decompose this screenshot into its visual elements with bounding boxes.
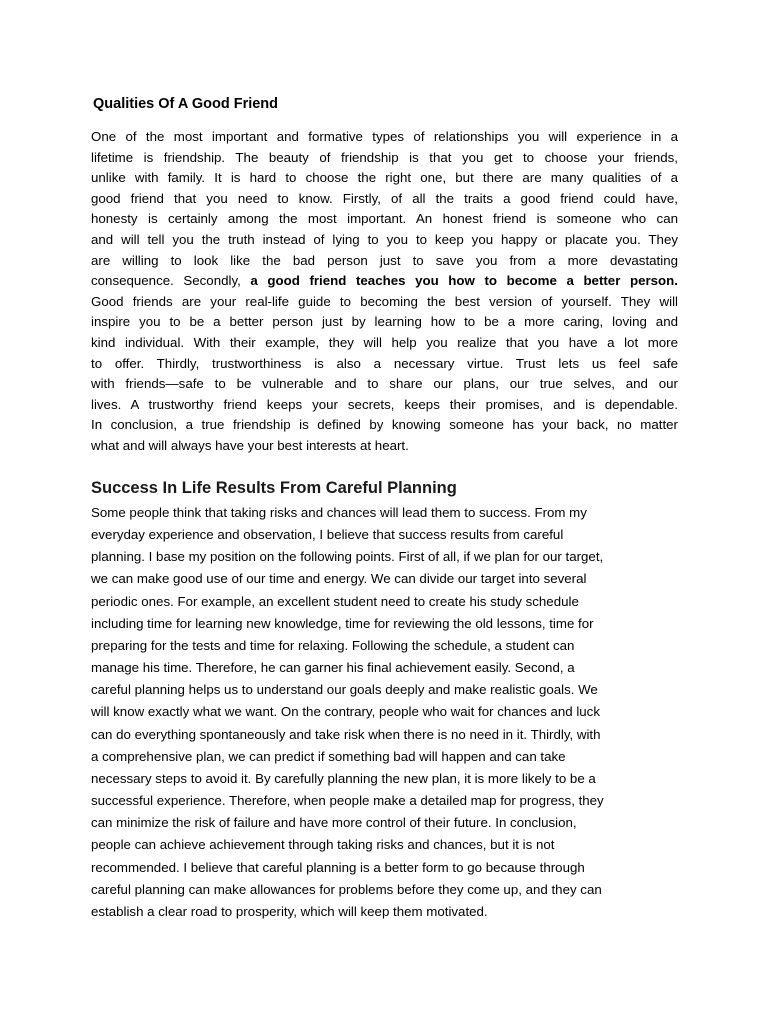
- text-line: careful planning helps us to understand our goals deeply and make realistic goals. We: [91, 682, 598, 698]
- text-line: unlike with family. It is hard to choose the right one, but there are many qualities of a: [91, 170, 678, 186]
- paragraph-good-friend: [91, 127, 678, 457]
- text-line: everyday experience and observation, I believe that success results from careful: [91, 527, 564, 543]
- text-line: One of the most important and formative types of relationships you will experience in a: [91, 129, 678, 144]
- text-line: can minimize the risk of failure and have more control of their future. In conclusion,: [91, 815, 577, 831]
- text-line: establish a clear road to prosperity, which will keep them motivated.: [91, 903, 488, 919]
- text-line: lifetime is friendship. The beauty of friendship is that you get to choose your friends,: [91, 149, 678, 165]
- text-line: with friends—safe to be vulnerable and to share our plans, our true selves, and our: [91, 376, 678, 392]
- text-line: to offer. Thirdly, trustworthiness is also a necessary virtue. Trust lets us feel safe: [91, 355, 678, 371]
- text-line: people can achieve achievement through taking risks and chances, but it is not: [91, 837, 555, 853]
- text-line: kind individual. With their example, they will help you realize that you have a lot more: [91, 334, 678, 350]
- text-line: careful planning can make allowances for problems before they come up, and they can: [91, 881, 602, 897]
- text-line: planning. I base my position on the following points. First of all, if we plan for our target,: [91, 549, 604, 565]
- text-line: a comprehensive plan, we can predict if something bad will happen and can take: [91, 748, 566, 764]
- text-line: honesty is certainly among the most important. An honest friend is someone who can: [91, 211, 678, 227]
- text-line: including time for learning new knowledge, time for reviewing the old lessons, time for: [91, 615, 594, 631]
- text-line: Some people think that taking risks and chances will lead them to success. From my: [91, 505, 587, 520]
- text-line-with-bold: [91, 271, 678, 292]
- text-line: and will tell you the truth instead of lying to you to keep you happy or placate you. They: [91, 231, 678, 247]
- text-line: In conclusion, a true friendship is defined by knowing someone has your back, no matter: [91, 417, 678, 433]
- bold-emphasis: a good friend teaches you how to become a better person.: [250, 273, 678, 289]
- section-title-qualities-of-a-good-friend: Qualities Of A Good Friend: [93, 96, 279, 112]
- text-line: good friend that you need to know. Firstly, of all the traits a good friend could have,: [91, 190, 678, 206]
- section-title-success-in-life: Success In Life Results From Careful Planning: [91, 479, 457, 497]
- text-line: preparing for the tests and time for relaxing. Following the schedule, a student can: [91, 637, 575, 653]
- text-line: we can make good use of our time and energy. We can divide our target into several: [91, 571, 587, 587]
- text-line: can do everything spontaneously and take risk when there is no need in it. Thirdly, with: [91, 726, 601, 742]
- text-line: periodic ones. For example, an excellent student need to create his study schedule: [91, 593, 579, 609]
- text-line: will know exactly what we want. On the contrary, people who wait for chances and luck: [91, 704, 600, 720]
- paragraph-careful-planning: [91, 502, 678, 923]
- text-line: recommended. I believe that careful planning is a better form to go because through: [91, 859, 585, 875]
- text-fragment: consequence. Secondly,: [91, 273, 241, 289]
- text-line: successful experience. Therefore, when people make a detailed map for progress, they: [91, 793, 604, 809]
- text-line: Good friends are your real-life guide to becoming the best version of yourself. They will: [91, 293, 678, 309]
- text-line: what and will always have your best interests at heart.: [91, 437, 409, 453]
- text-line: are willing to look like the bad person just to save you from a more devastating: [91, 252, 678, 268]
- text-line: necessary steps to avoid it. By carefully planning the new plan, it is more likely to be a: [91, 770, 596, 786]
- text-line: lives. A trustworthy friend keeps your secrets, keeps their promises, and is dependable.: [91, 396, 678, 412]
- text-line: manage his time. Therefore, he can garner his final achievement easily. Second, a: [91, 660, 575, 676]
- text-line: inspire you to be a better person just by learning how to be a more caring, loving and: [91, 314, 678, 330]
